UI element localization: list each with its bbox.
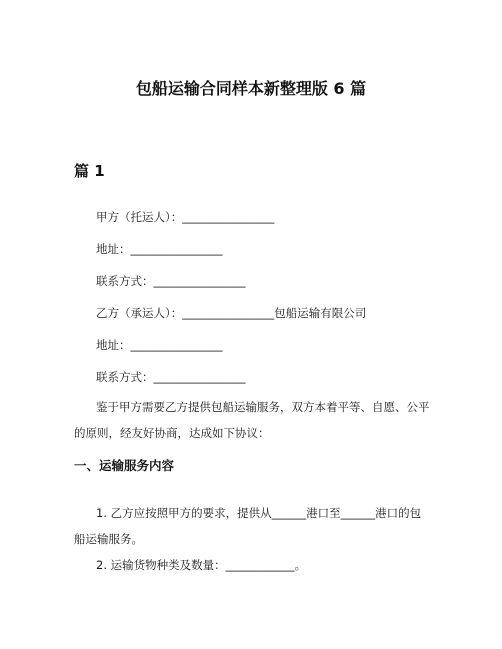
clause-1-paragraph: 1. 乙方应按照甲方的要求，提供从______港口至______港口的包船运输服务。	[74, 506, 422, 546]
party-a-line: 甲方（托运人）：________________	[96, 210, 275, 224]
party-a-contact-line: 联系方式：________________	[96, 274, 246, 288]
party-a-address-line: 地址：________________	[96, 242, 223, 256]
party-b-address-line: 地址：________________	[96, 338, 223, 352]
party-b-contact-line: 联系方式：________________	[96, 370, 246, 384]
party-b-line: 乙方（承运人）：________________包船运输有限公司	[96, 306, 367, 320]
section-heading-service-content: 一、运输服务内容	[74, 458, 175, 473]
document-title: 包船运输合同样本新整理版 6 篇	[135, 79, 367, 98]
part-heading: 篇 1	[74, 162, 105, 180]
preamble-paragraph: 鉴于甲方需要乙方提供包船运输服务，双方本着平等、自愿、公平的原则，经友好协商，达成如下协议：	[74, 400, 430, 440]
clause-2-paragraph: 2. 运输货物种类及数量：____________。	[96, 558, 307, 572]
